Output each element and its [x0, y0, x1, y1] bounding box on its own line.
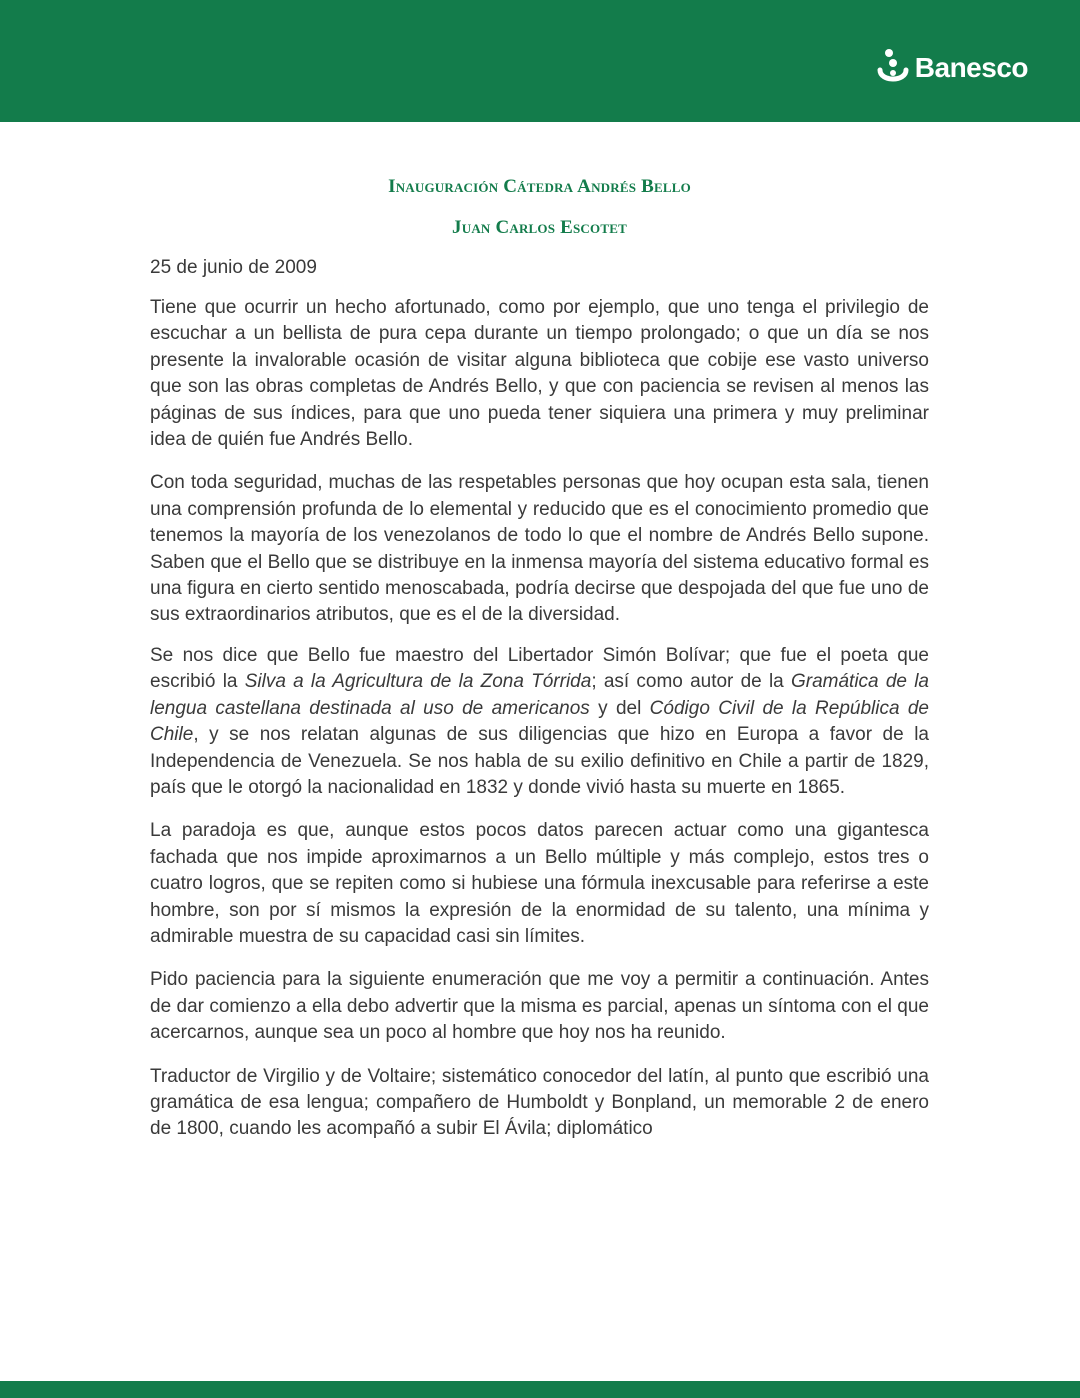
header-bar [0, 0, 1080, 122]
work-title-silva: Silva a la Agricultura de la Zona Tórrida [244, 671, 592, 693]
text-run: ; así como autor de la [591, 671, 791, 693]
paragraph: La paradoja es que, aunque estos pocos datos parecen actuar como una gigantesca fachada que nos impide aproximarnos a un Bello múltiple y más complejo, estos tres o cuatro logros, que se repiten como si hubiese una fórmula inexcusable para referirse a este hombre, son por sí mismos la expresión de la enormidad de su talento, una mínima y admirable muestra de su capacidad casi sin límites. [150, 820, 929, 947]
paragraph-3 [150, 643, 929, 801]
footer-bar [0, 1381, 1080, 1398]
banesco-logo-icon [877, 48, 911, 88]
document-date: 25 de junio de 2009 [150, 257, 317, 278]
banesco-logo [877, 48, 1028, 88]
work-title-codigo-civil: Código Civil de la República de Chile [150, 697, 929, 746]
text-run: , y se nos relatan algunas de sus diligencias que hizo en Europa a favor de la Independencia de Venezuela. Se nos habla de su exilio definitivo en Chile a partir de 1829, país que le otorgó la nacionalidad en 1832 y donde vivió hasta su muerte en 1865. [150, 724, 929, 798]
paragraph: Con toda seguridad, muchas de las respetables personas que hoy ocupan esta sala, tienen una comprensión profunda de lo elemental y reducido que es el conocimiento promedio que tenemos la mayoría de los venezolanos de todo lo que el nombre de Andrés Bello supone. Saben que el Bello que se distribuye en la inmensa mayoría del sistema educativo formal es una figura en cierto sentido menoscabada, podría decirse que despojada del que fue uno de sus extraordinarios atributos, que es el de la diversidad. [150, 472, 929, 626]
document-body [150, 172, 929, 1143]
paragraph: Tiene que ocurrir un hecho afortunado, como por ejemplo, que uno tenga el privilegio de escuchar a un bellista de pura cepa durante un tiempo prolongado; o que un día se nos presente la invalorable ocasión de visitar alguna biblioteca que cobije ese vasto universo que son las obras completas de Andrés Bello, y que con paciencia se revisen al menos las páginas de sus índices, para que uno pueda tener siquiera una primera y muy preliminar idea de quién fue Andrés Bello. [150, 297, 929, 451]
text-run: y del [589, 697, 650, 719]
logo-text: Banesco [914, 52, 1028, 83]
text-run: Se nos dice que Bello fue maestro del Libertador Simón Bolívar; que fue el poeta que escribió la [150, 644, 929, 693]
document-title: Inauguración Cátedra Andrés Bello [388, 176, 691, 197]
paragraph: Traductor de Virgilio y de Voltaire; sistemático conocedor del latín, al punto que escribió una gramática de esa lengua; compañero de Humboldt y Bonpland, un memorable 2 de enero de 1800, cuando les acompañó a subir El Ávila; diplomático [150, 1065, 929, 1140]
work-title-gramatica: Gramática de la lengua castellana destinada al uso de americanos [150, 671, 929, 719]
document-author: Juan Carlos Escotet [452, 217, 627, 238]
paragraph: Pido paciencia para la siguiente enumeración que me voy a permitir a continuación. Antes de dar comienzo a ella debo advertir que la misma es parcial, apenas un síntoma con el que acercarnos, aunque sea un poco al hombre que hoy nos ha reunido. [150, 969, 929, 1044]
